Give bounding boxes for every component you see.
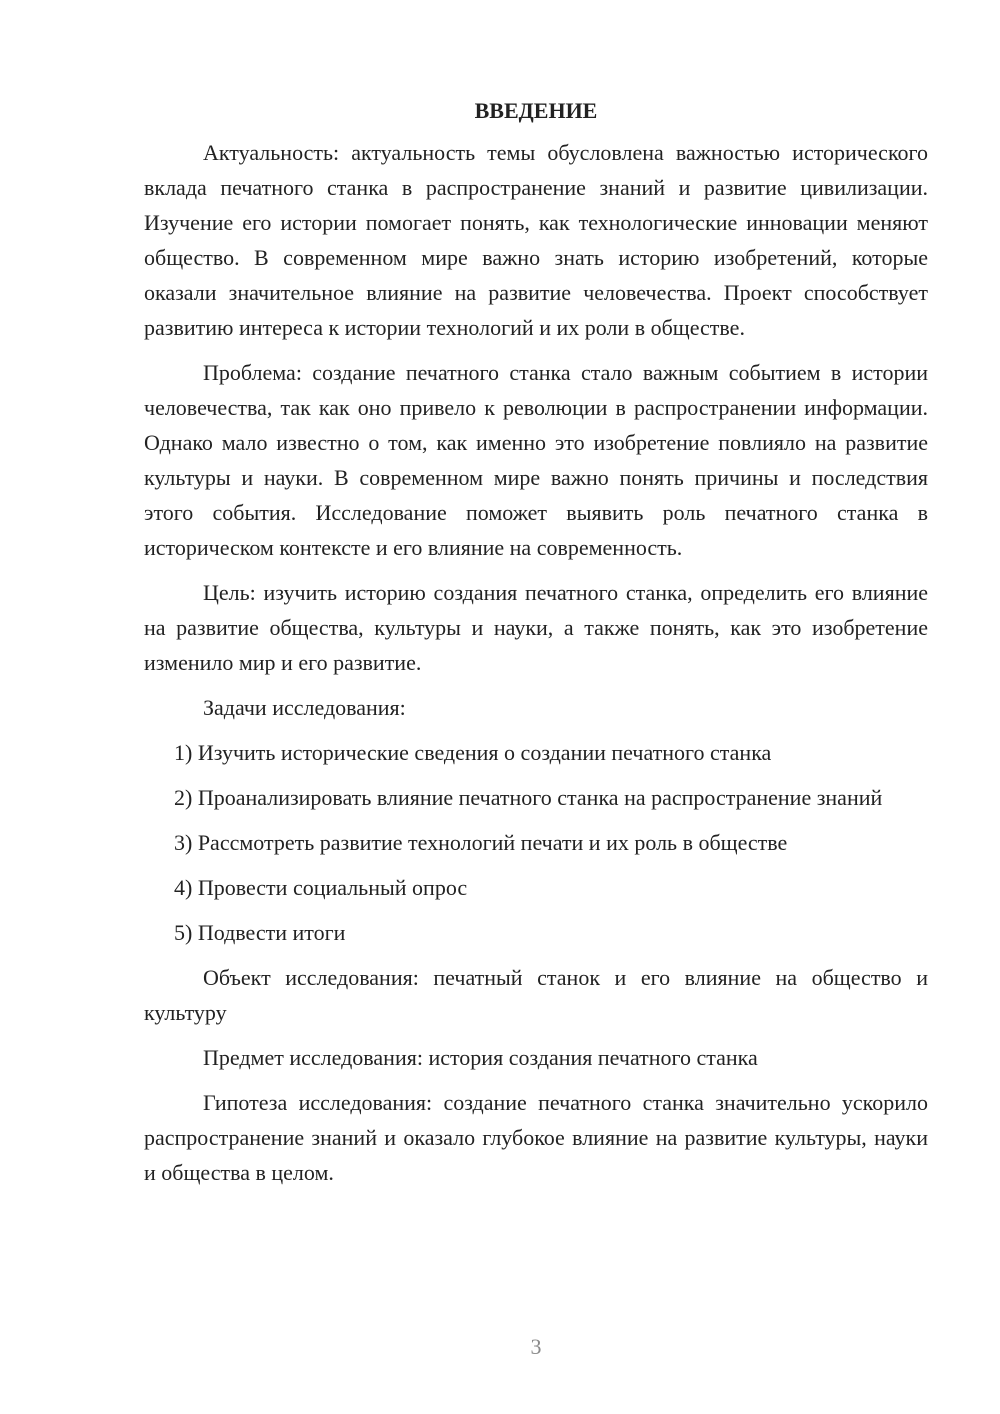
document-page bbox=[144, 93, 928, 1200]
list-item-task-4: 4) Провести социальный опрос bbox=[174, 875, 468, 900]
paragraph-goal: Цель: изучить историю создания печатного станка, определить его влияние на развитие общества, культуры и науки, а также понять, как это изобретение изменило мир и его развитие. bbox=[144, 580, 928, 675]
section-title: ВВЕДЕНИЕ bbox=[474, 98, 598, 123]
paragraph-hypothesis: Гипотеза исследования: создание печатного станка значительно ускорило распространение знаний и оказало глубокое влияние на развитие культуры, науки и общества в целом. bbox=[144, 1090, 928, 1185]
list-item-task-1: 1) Изучить исторические сведения о создании печатного станка bbox=[174, 740, 772, 765]
paragraph-problem: Проблема: создание печатного станка стало важным событием в истории человечества, так как оно привело к революции в распространении информации. Однако мало известно о том, как именно это изобретение повлияло на развитие культуры и науки. В современном мире важно понять причины и последствия этого события. Исследование поможет выявить роль печатного станка в историческом контексте и его влияние на современность. bbox=[144, 360, 928, 560]
paragraph-relevance: Актуальность: актуальность темы обусловлена важностью исторического вклада печатного станка в распространение знаний и развитие цивилизации. Изучение его истории помогает понять, как технологические инновации меняют общество. В современном мире важно знать историю изобретений, которые оказали значительное влияние на развитие человечества. Проект способствует развитию интереса к истории технологий и их роли в обществе. bbox=[144, 140, 928, 340]
list-item-task-5: 5) Подвести итоги bbox=[174, 920, 346, 945]
list-item-task-2: 2) Проанализировать влияние печатного станка на распространение знаний bbox=[174, 785, 883, 810]
page-number: 3 bbox=[530, 1334, 542, 1359]
paragraph-subject: Предмет исследования: история создания печатного станка bbox=[203, 1045, 758, 1070]
paragraph-object: Объект исследования: печатный станок и его влияние на общество и культуру bbox=[144, 965, 928, 1025]
list-item-task-3: 3) Рассмотреть развитие технологий печати и их роль в обществе bbox=[174, 830, 788, 855]
paragraph-tasks-heading: Задачи исследования: bbox=[203, 695, 406, 720]
